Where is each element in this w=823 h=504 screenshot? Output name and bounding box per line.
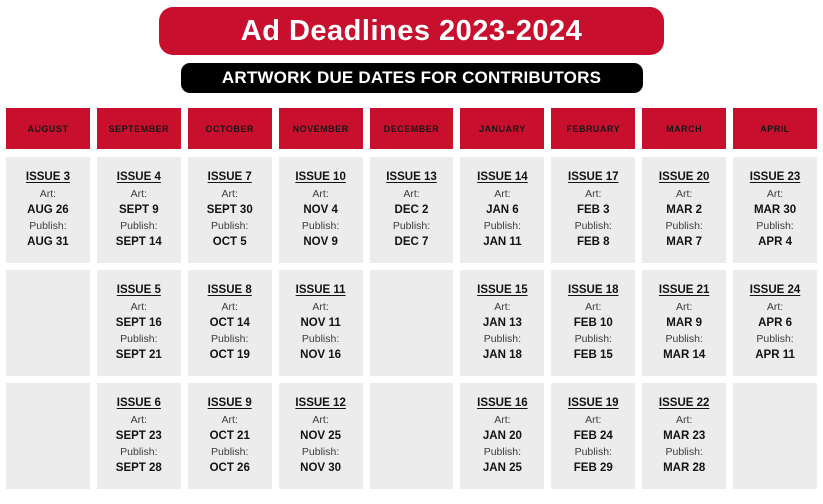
publish-date: APR 4: [758, 236, 792, 248]
art-date: FEB 24: [573, 430, 613, 442]
issue-title: ISSUE 8: [207, 284, 252, 296]
publish-date: JAN 18: [482, 349, 522, 361]
art-date: JAN 6: [486, 204, 519, 216]
publish-label: Publish:: [574, 446, 612, 458]
art-label: Art:: [766, 301, 784, 313]
publish-date: JAN 25: [482, 462, 522, 474]
publish-label: Publish:: [29, 220, 67, 232]
issue-title: ISSUE 14: [477, 171, 528, 183]
art-date: AUG 26: [27, 204, 69, 216]
issue-title: ISSUE 12: [295, 397, 346, 409]
art-date: SEPT 30: [206, 204, 253, 216]
issue-cell: [279, 270, 363, 376]
issue-cell: [188, 157, 272, 263]
publish-date: NOV 9: [303, 236, 338, 248]
issue-title: ISSUE 24: [749, 284, 801, 296]
publish-date: MAR 14: [663, 349, 706, 361]
month-header-september: SEPTEMBER: [97, 108, 181, 149]
month-header-april: APRIL: [733, 108, 817, 149]
issue-cell: [279, 383, 363, 489]
issue-cell: [188, 383, 272, 489]
page-title: Ad Deadlines 2023-2024: [240, 14, 583, 47]
publish-label: Publish:: [120, 220, 158, 232]
empty-cell: [370, 383, 454, 489]
art-date: MAR 30: [753, 204, 797, 216]
publish-label: Publish:: [483, 220, 522, 232]
art-date: APR 6: [758, 317, 792, 329]
empty-cell: [370, 270, 454, 376]
publish-label: Publish:: [756, 333, 794, 345]
publish-date: DEC 7: [394, 236, 429, 248]
issue-title: ISSUE 17: [568, 171, 619, 183]
art-date: JAN 13: [482, 317, 522, 329]
art-date: MAR 23: [663, 430, 706, 442]
issue-title: ISSUE 4: [116, 171, 161, 183]
publish-date: OCT 26: [209, 462, 250, 474]
publish-label: Publish:: [392, 220, 431, 232]
publish-date: OCT 5: [212, 236, 247, 248]
title-banner: [159, 7, 664, 55]
publish-label: Publish:: [483, 333, 522, 345]
art-label: Art:: [39, 188, 57, 200]
issue-cell: [551, 270, 635, 376]
art-date: SEPT 23: [115, 430, 162, 442]
art-date: JAN 20: [482, 430, 522, 442]
issue-title: ISSUE 3: [25, 171, 70, 183]
issue-cell: [460, 270, 544, 376]
art-date: OCT 21: [209, 430, 250, 442]
issue-cell: [6, 157, 90, 263]
publish-date: JAN 11: [483, 236, 522, 248]
issue-cell: [642, 157, 726, 263]
issue-cell: [279, 157, 363, 263]
publish-label: Publish:: [301, 446, 340, 458]
publish-date: SEPT 21: [115, 349, 162, 361]
issue-title: ISSUE 9: [207, 397, 252, 409]
publish-label: Publish:: [301, 220, 340, 232]
art-label: Art:: [585, 414, 602, 426]
publish-label: Publish:: [756, 220, 794, 232]
issue-cell: [733, 157, 817, 263]
publish-label: Publish:: [301, 333, 340, 345]
art-label: Art:: [675, 188, 693, 200]
month-header-november: NOVEMBER: [279, 108, 363, 149]
month-header-december: DECEMBER: [370, 108, 454, 149]
art-label: Art:: [494, 188, 511, 200]
publish-date: NOV 30: [300, 462, 342, 474]
empty-cell: [6, 270, 90, 376]
issue-title: ISSUE 20: [658, 171, 710, 183]
publish-label: Publish:: [211, 446, 249, 458]
publish-date: NOV 16: [300, 349, 342, 361]
issue-cell: [97, 270, 181, 376]
issue-title: ISSUE 7: [207, 171, 252, 183]
art-label: Art:: [221, 414, 238, 426]
art-date: OCT 14: [209, 317, 250, 329]
art-label: Art:: [585, 301, 602, 313]
publish-date: OCT 19: [209, 349, 250, 361]
month-header-january: JANUARY: [460, 108, 544, 149]
art-label: Art:: [403, 188, 420, 200]
issue-cell: [733, 270, 817, 376]
art-date: FEB 3: [576, 204, 610, 216]
art-date: FEB 10: [573, 317, 613, 329]
art-label: Art:: [221, 301, 238, 313]
art-label: Art:: [494, 301, 511, 313]
issue-title: ISSUE 23: [749, 171, 801, 183]
subtitle-banner: [181, 63, 643, 93]
issue-cell: [97, 157, 181, 263]
publish-date: MAR 28: [663, 462, 706, 474]
art-date: MAR 2: [666, 204, 703, 216]
month-header-october: OCTOBER: [188, 108, 272, 149]
publish-label: Publish:: [665, 333, 703, 345]
publish-date: APR 11: [755, 349, 795, 361]
issue-cell: [551, 383, 635, 489]
deadlines-flyer: [0, 7, 823, 504]
art-label: Art:: [585, 188, 602, 200]
publish-label: Publish:: [211, 220, 249, 232]
issue-cell: [97, 383, 181, 489]
publish-date: FEB 8: [576, 236, 610, 248]
issue-cell: [642, 383, 726, 489]
publish-date: SEPT 28: [115, 462, 162, 474]
publish-label: Publish:: [665, 446, 703, 458]
issue-title: ISSUE 21: [658, 284, 710, 296]
publish-date: FEB 15: [573, 349, 613, 361]
issue-title: ISSUE 6: [116, 397, 161, 409]
issue-cell: [370, 157, 454, 263]
art-label: Art:: [494, 414, 511, 426]
publish-date: AUG 31: [27, 236, 69, 248]
publish-label: Publish:: [120, 333, 158, 345]
issue-title: ISSUE 19: [568, 397, 619, 409]
art-date: NOV 4: [303, 204, 338, 216]
publish-label: Publish:: [211, 333, 249, 345]
art-date: DEC 2: [394, 204, 429, 216]
issue-title: ISSUE 5: [116, 284, 161, 296]
publish-label: Publish:: [483, 446, 522, 458]
issue-cell: [642, 270, 726, 376]
issue-cell: [188, 270, 272, 376]
art-label: Art:: [130, 301, 147, 313]
issues-grid: [0, 157, 823, 489]
issue-cell: [551, 157, 635, 263]
publish-label: Publish:: [665, 220, 703, 232]
art-date: SEPT 16: [115, 317, 162, 329]
art-label: Art:: [675, 414, 693, 426]
art-date: SEPT 9: [119, 204, 159, 216]
art-label: Art:: [312, 301, 329, 313]
art-label: Art:: [766, 188, 784, 200]
art-date: NOV 11: [300, 317, 341, 329]
empty-cell: [733, 383, 817, 489]
month-header-february: FEBRUARY: [551, 108, 635, 149]
month-header-march: MARCH: [642, 108, 726, 149]
issue-title: ISSUE 22: [658, 397, 710, 409]
art-label: Art:: [130, 414, 147, 426]
art-label: Art:: [675, 301, 693, 313]
month-header-row: [0, 108, 823, 149]
empty-cell: [6, 383, 90, 489]
art-date: NOV 25: [300, 430, 342, 442]
art-label: Art:: [312, 188, 329, 200]
art-label: Art:: [312, 414, 329, 426]
art-label: Art:: [130, 188, 147, 200]
publish-date: SEPT 14: [115, 236, 162, 248]
publish-date: MAR 7: [666, 236, 703, 248]
issue-title: ISSUE 13: [386, 171, 437, 183]
issue-title: ISSUE 16: [477, 397, 528, 409]
art-date: MAR 9: [666, 317, 703, 329]
issue-title: ISSUE 11: [295, 284, 346, 296]
issue-title: ISSUE 15: [477, 284, 528, 296]
publish-label: Publish:: [574, 220, 612, 232]
publish-date: FEB 29: [573, 462, 613, 474]
issue-cell: [460, 157, 544, 263]
issue-cell: [460, 383, 544, 489]
page-subtitle: ARTWORK DUE DATES FOR CONTRIBUTORS: [221, 68, 602, 87]
issue-title: ISSUE 10: [295, 171, 346, 183]
issue-title: ISSUE 18: [568, 284, 619, 296]
publish-label: Publish:: [574, 333, 612, 345]
art-label: Art:: [221, 188, 238, 200]
publish-label: Publish:: [120, 446, 158, 458]
month-header-august: AUGUST: [6, 108, 90, 149]
